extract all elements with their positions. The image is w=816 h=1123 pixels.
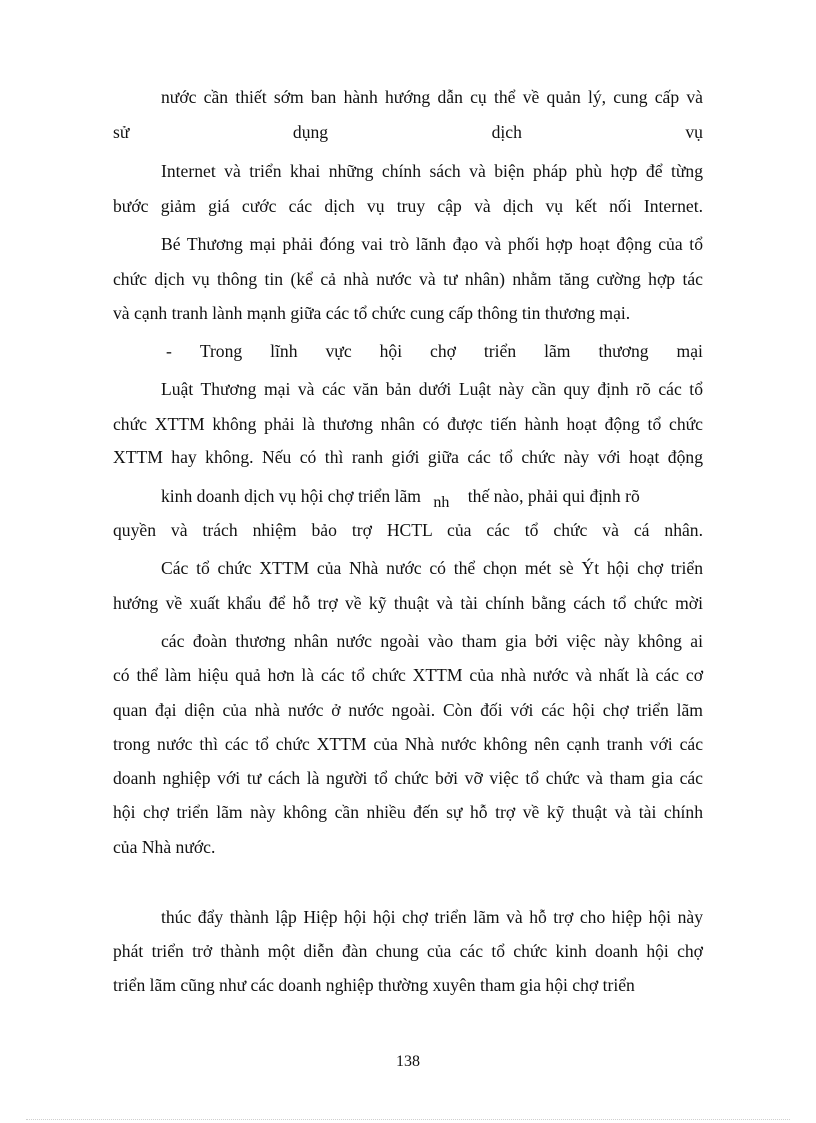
word: chợ [430,341,456,361]
text-line-14: Các tổ chức XTTM của Nhà nước có thể chọn mét sè Ýt hội chợ triển [161,558,703,578]
bullet-dash: - [166,341,172,361]
text-segment: kinh doanh dịch vụ hội chợ triển lãm [161,486,421,506]
word: sử [113,122,130,142]
text-line-3: Internet và triển khai những chính sách và biện pháp phù hợp để từng [161,161,703,181]
text-line-19: trong nước thì các tổ chức XTTM của Nhà nước không nên cạnh tranh với các [113,734,703,754]
text-line-20: doanh nghiệp với tư cách là người tổ chức bởi vỡ việc tổ chức và tham gia các [113,768,703,788]
text-line-12 [161,485,703,509]
text-line-11: XTTM hay không. Nếu có thì ranh giới giữa các tổ chức này với hoạt động [113,447,703,467]
text-line-7: và cạnh tranh lành mạnh giữa các tổ chức cung cấp thông tin thương mại. [113,303,631,323]
word: dụng [292,122,329,142]
word: lĩnh [270,341,298,361]
text-line-2 [113,121,703,143]
text-line-4: bước giảm giá cước các dịch vụ truy cập và dịch vụ kết nối Internet. [113,196,703,216]
text-line-8 [166,340,703,362]
text-line-9: Luật Thương mại và các văn bản dưới Luật này cần quy định rõ các tổ [161,379,703,399]
word: hội [379,341,403,361]
word: lãm [544,341,571,361]
text-line-15: hướng về xuất khẩu để hỗ trợ về kỹ thuật và tài chính bằng cách tổ chức mời [113,593,703,613]
text-line-16: các đoàn thương nhân nước ngoài vào tham gia bởi việc này không ai [161,631,703,651]
text-line-13: quyền và trách nhiệm bảo trợ HCTL của các tổ chức và cá nhân. [113,520,703,540]
text-line-25: triển lãm cũng như các doanh nghiệp thường xuyên tham gia hội chợ triển [113,975,635,995]
word: vụ [685,122,703,142]
text-line-5: Bé Thương mại phải đóng vai trò lãnh đạo và phối hợp hoạt động của tổ [161,234,703,254]
text-segment: thế nào, phải qui định rõ [467,486,640,506]
word: vực [325,341,352,361]
text-line-22: của Nhà nước. [113,837,216,857]
word: Trong [199,341,243,361]
text-line-21: hội chợ triển lãm này không cần nhiều đến sự hỗ trợ về kỹ thuật và tài chính [113,802,703,822]
subscript-fragment: nh [433,494,450,511]
text-line-10: chức XTTM không phải là thương nhân có được tiến hành hoạt động tổ chức [113,414,703,434]
word: mại [676,341,703,361]
word: thương [598,341,649,361]
word: triển [483,341,517,361]
page-bottom-divider [26,1119,790,1120]
text-line-17: có thể làm hiệu quả hơn là các tổ chức XTTM của nhà nước và nhất là các cơ [113,665,703,685]
page-number: 138 [396,1053,420,1070]
text-line-1: nước cần thiết sớm ban hành hướng dẫn cụ thể về quản lý, cung cấp và [161,87,703,107]
text-line-18: quan đại diện của nhà nước ở nước ngoài. Còn đối với các hội chợ triển lãm [113,700,703,720]
text-line-23: thúc đẩy thành lập Hiệp hội hội chợ triển lãm và hỗ trợ cho hiệp hội này [161,907,703,927]
word: dịch [491,122,522,142]
text-line-6: chức dịch vụ thông tin (kể cả nhà nước và tư nhân) nhằm tăng cường hợp tác [113,269,703,289]
text-line-24: phát triển trở thành một diễn đàn chung của các tổ chức kinh doanh hội chợ [113,941,703,961]
